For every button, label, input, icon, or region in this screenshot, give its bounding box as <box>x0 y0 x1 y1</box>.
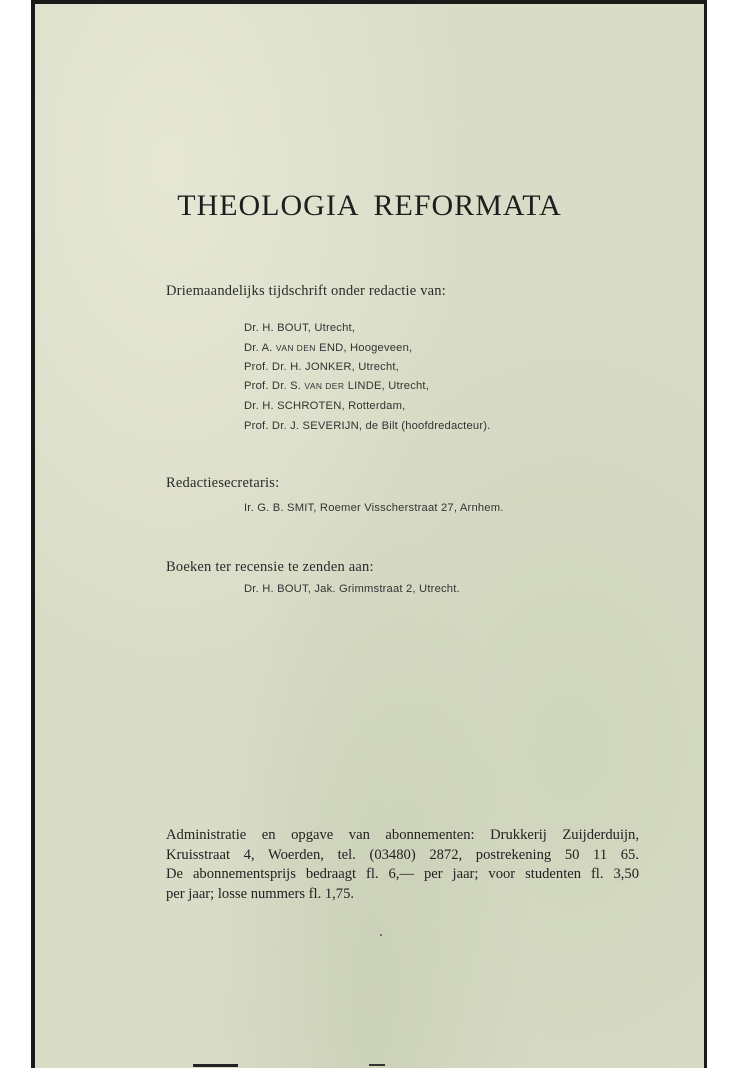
editor-text: Prof. Dr. S. <box>244 380 305 392</box>
secretary-label: Redactiesecretaris: <box>166 475 280 491</box>
title-word-1: THEOLOGIA <box>177 189 360 222</box>
editor-text: LINDE, Utrecht, <box>344 380 430 392</box>
editor-text: Prof. Dr. H. JONKER, Utrecht, <box>244 361 399 373</box>
administration-line: per jaar; losse nummers fl. 1,75. <box>166 885 355 902</box>
editor-particle: VAN DER <box>304 381 345 391</box>
administration-line: De abonnementsprijs bedraagt fl. 6,— per jaar; voor studenten fl. 3,50 <box>166 866 639 882</box>
editor-particle: VAN DEN <box>275 343 316 353</box>
editor-entry <box>244 342 412 354</box>
editor-text: Prof. Dr. J. SEVERIJN, de Bilt (hoofdredacteur). <box>244 420 491 432</box>
editor-entry <box>244 322 355 334</box>
editor-text: Dr. H. BOUT, Utrecht, <box>244 322 356 334</box>
scan-edge-mark <box>369 1064 385 1066</box>
editorial-board-label: Driemaandelijks tijdschrift onder redactie van: <box>166 283 446 299</box>
editor-entry <box>244 361 399 373</box>
scan-border-right <box>704 0 707 1068</box>
editor-entry <box>244 380 429 392</box>
title-word-2: REFORMATA <box>373 189 562 222</box>
secretary-address: Ir. G. B. SMIT, Roemer Visscherstraat 27, Arnhem. <box>244 502 504 514</box>
administration-paragraph <box>166 826 639 904</box>
journal-inside-cover-page <box>35 4 704 1068</box>
scan-edge-mark <box>193 1064 238 1067</box>
editor-text: END, Hoogeveen, <box>315 342 413 354</box>
reviews-address: Dr. H. BOUT, Jak. Grimmstraat 2, Utrecht. <box>244 583 460 595</box>
editor-entry <box>244 400 405 412</box>
reviews-label: Boeken ter recensie te zenden aan: <box>166 559 374 575</box>
editor-entry <box>244 420 491 432</box>
journal-title <box>35 189 704 223</box>
administration-line: Kruisstraat 4, Woerden, tel. (03480) 2872, postrekening 50 11 65. <box>166 846 639 863</box>
editor-text: Dr. H. SCHROTEN, Rotterdam, <box>244 400 406 412</box>
administration-line: Administratie en opgave van abonnementen: Drukkerij Zuijderduijn, <box>166 827 639 843</box>
editor-text: Dr. A. <box>244 342 276 354</box>
paper-speck <box>380 934 382 936</box>
